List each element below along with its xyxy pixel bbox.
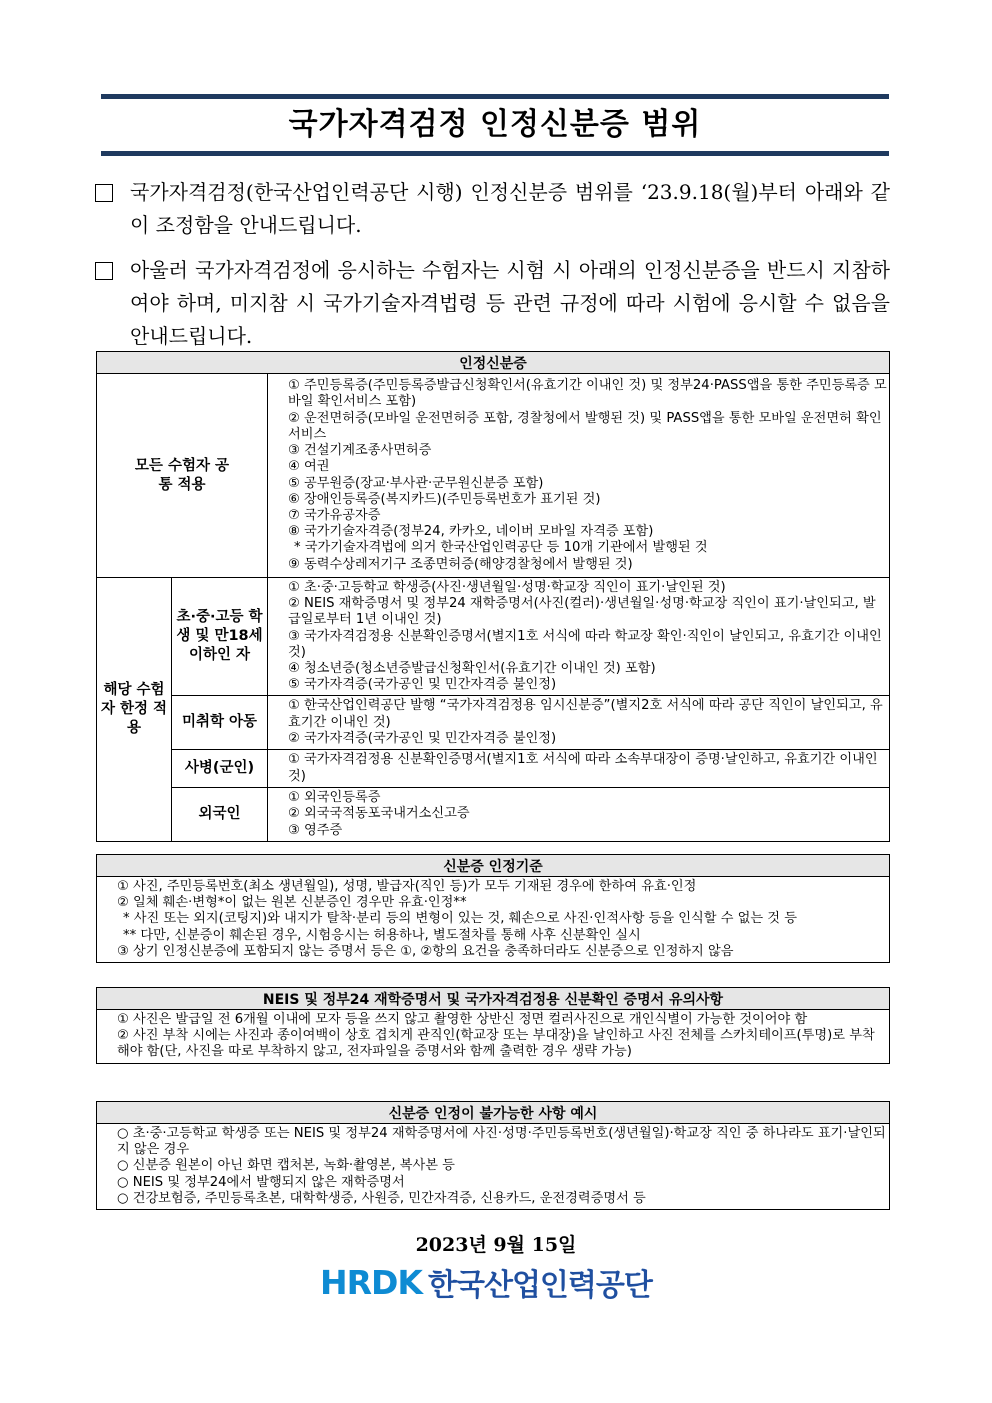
list-item: ② 사진 부착 시에는 사진과 종이여백이 상호 겹치게 관직인(학교장 또는 부대장)을 날인하고 사진 전체를 스카치테이프(투명)로 부착해야 함(단, 사진을 따로 부착하지 않고, 전자파일을 증명서와 함께 출력한 경우 생략 가능): [117, 1028, 875, 1060]
list-item: ② 국가자격증(국가공인 및 민간자격증 불인정): [288, 730, 557, 746]
list-item: ⑤ 공무원증(장교·부사관·군무원신분증 포함): [288, 475, 544, 491]
list-item: ③ 영주증: [288, 822, 343, 838]
group-list-students: [268, 578, 890, 696]
group-label-preschool: 미취학 아동: [172, 696, 268, 750]
group-list-soldier: [268, 750, 890, 788]
examples-list: [97, 1124, 890, 1210]
title-bottom-rule: [101, 151, 889, 156]
list-item: ① 사진은 발급일 전 6개월 이내에 모자 등을 쓰지 않고 촬영한 상반신 정면 컬러사진으로 개인식별이 가능한 것이어야 함: [117, 1012, 808, 1027]
page-title: 국가자격검정 인정신분증 범위: [288, 107, 702, 142]
id-table: [96, 351, 890, 842]
logo-name: 한국산업인력공단: [428, 1268, 652, 1303]
group-label-soldier: 사병(군인): [172, 750, 268, 788]
neis-list: [97, 1010, 890, 1064]
list-item: ② NEIS 재학증명서 및 정부24 재학증명서(사진(컬러)·생년월일·성명·학교장 직인이 표기·날인되고, 발급일로부터 1년 이내인 것): [288, 596, 876, 628]
examples-table: [96, 1101, 890, 1210]
list-item: ⑤ 국가자격증(국가공인 및 민간자격증 불인정): [288, 677, 557, 693]
list-item: ④ 여권: [288, 459, 330, 475]
logo-mark: HRDK: [320, 1262, 422, 1302]
list-item: ② 일체 훼손·변형*이 없는 원본 신분증인 경우만 유효·인정**: [117, 895, 467, 911]
group-label-foreigner: 외국인: [172, 788, 268, 842]
list-item: ③ 건설기계조종사면허증: [288, 443, 432, 459]
notice-text: 국가자격검정(한국산업인력공단 시행) 인정신분증 범위를 ‘23.9.18(월)부터 아래와 같이 조정함을 안내드립니다.: [130, 180, 890, 237]
list-item: ⑥ 장애인등록증(복지카드)(주민등록번호가 표기된 것): [288, 491, 601, 507]
hrdk-logo: [320, 1262, 680, 1302]
issue-date: 2023년 9월 15일: [415, 1234, 577, 1256]
list-item: ○ 건강보험증, 주민등록초본, 대학학생증, 사원증, 민간자격증, 신용카드, 운전경력증명서 등: [117, 1190, 646, 1206]
group-list-foreigner: [268, 788, 890, 842]
list-item: ○ NEIS 및 정부24에서 발행되지 않은 재학증명서: [117, 1174, 405, 1190]
list-item: ① 초·중·고등학교 학생증(사진·생년월일·성명·학교장 직인이 표기·날인된 것): [288, 580, 726, 595]
list-item: ② 외국국적동포국내거소신고증: [288, 806, 470, 822]
neis-header: NEIS 및 정부24 재학증명서 및 국가자격검정용 신분확인 증명서 유의사항: [97, 988, 890, 1010]
title-block: [101, 94, 889, 156]
neis-table: [96, 987, 890, 1064]
group-label-students: 초·중·고등 학생 및 만18세 이하인 자: [172, 578, 268, 696]
notice-text: 아울러 국가자격검정에 응시하는 수험자는 시험 시 아래의 인정신분증을 반드시 지참하여야 하며, 미지참 시 국가기술자격법령 등 관련 규정에 따라 시험에 응시할 수 없음을 안내드립니다.: [130, 258, 890, 348]
id-table-header: 인정신분증: [97, 352, 890, 374]
list-item: ① 사진, 주민등록번호(최소 생년월일), 성명, 발급자(직인 등)가 모두 기재된 경우에 한하여 유효·인정: [117, 879, 697, 894]
list-note: ** 다만, 신분증이 훼손된 경우, 시험응시는 허용하나, 별도절차를 통해 사후 신분확인 실시: [123, 927, 641, 943]
list-item: ○ 초·중·고등학교 학생증 또는 NEIS 및 정부24 재학증명서에 사진·성명·주민등록번호(생년월일)·학교장 직인 중 하나라도 표기·날인되지 않은 경우: [117, 1126, 886, 1158]
list-item: ① 한국산업인력공단 발행 “국가자격검정용 임시신분증”(별지2호 서식에 따라 공단 직인이 날인되고, 유효기간 이내인 것): [288, 698, 883, 730]
list-item: ② 운전면허증(모바일 운전면허증 포함, 경찰청에서 발행된 것) 및 PASS앱을 통한 모바일 운전면허 확인서비스: [288, 410, 882, 442]
list-item: ⑧ 국가기술자격증(정부24, 카카오, 네이버 모바일 자격증 포함): [288, 524, 654, 540]
group-list-preschool: [268, 696, 890, 750]
all-candidates-label: 모든 수험자 공통 적용: [97, 374, 268, 578]
checkbox-square-icon: [95, 184, 113, 202]
list-item: ③ 상기 인정신분증에 포함되지 않는 증명서 등은 ①, ②항의 요건을 충족하더라도 신분증으로 인정하지 않음: [117, 943, 734, 959]
examples-header: 신분증 인정이 불가능한 사항 예시: [97, 1102, 890, 1124]
list-item: ① 국가자격검정용 신분확인증명서(별지1호 서식에 따라 소속부대장이 증명·날인하고, 유효기간 이내인 것): [288, 752, 878, 784]
criteria-list: [97, 877, 890, 963]
list-item: ① 외국인등록증: [288, 790, 381, 806]
list-item: ○ 신분증 원본이 아닌 화면 캡처본, 녹화·촬영본, 복사본 등: [117, 1158, 455, 1174]
limited-label: 해당 수험자 한정 적용: [97, 578, 172, 842]
notice-1: [95, 176, 890, 242]
list-item: ⑨ 동력수상레저기구 조종면허증(해양경찰청에서 발행된 것): [288, 556, 633, 572]
list-item: ③ 국가자격검정용 신분확인증명서(별지1호 서식에 따라 학교장 확인·직인이 날인되고, 유효기간 이내인 것): [288, 628, 882, 660]
criteria-header: 신분증 인정기준: [97, 855, 890, 877]
list-note: * 사진 또는 외지(코팅지)와 내지가 탈착·분리 등의 변형이 있는 것, 훼손으로 사진·인적사항 등을 인식할 수 없는 것 등: [123, 911, 797, 927]
all-candidates-list: [268, 374, 890, 578]
checkbox-square-icon: [95, 262, 113, 280]
notice-2: [95, 254, 890, 353]
list-item: ① 주민등록증(주민등록증발급신청확인서(유효기간 이내인 것) 및 정부24·PASS앱을 통한 주민등록증 모바일 확인서비스 포함): [288, 378, 887, 410]
list-item: ④ 청소년증(청소년증발급신청확인서(유효기간 이내인 것) 포함): [288, 661, 656, 677]
list-note: * 국가기술자격법에 의거 한국산업인력공단 등 10개 기관에서 발행된 것: [294, 540, 708, 556]
criteria-table: [96, 854, 890, 963]
list-item: ⑦ 국가유공자증: [288, 507, 381, 523]
